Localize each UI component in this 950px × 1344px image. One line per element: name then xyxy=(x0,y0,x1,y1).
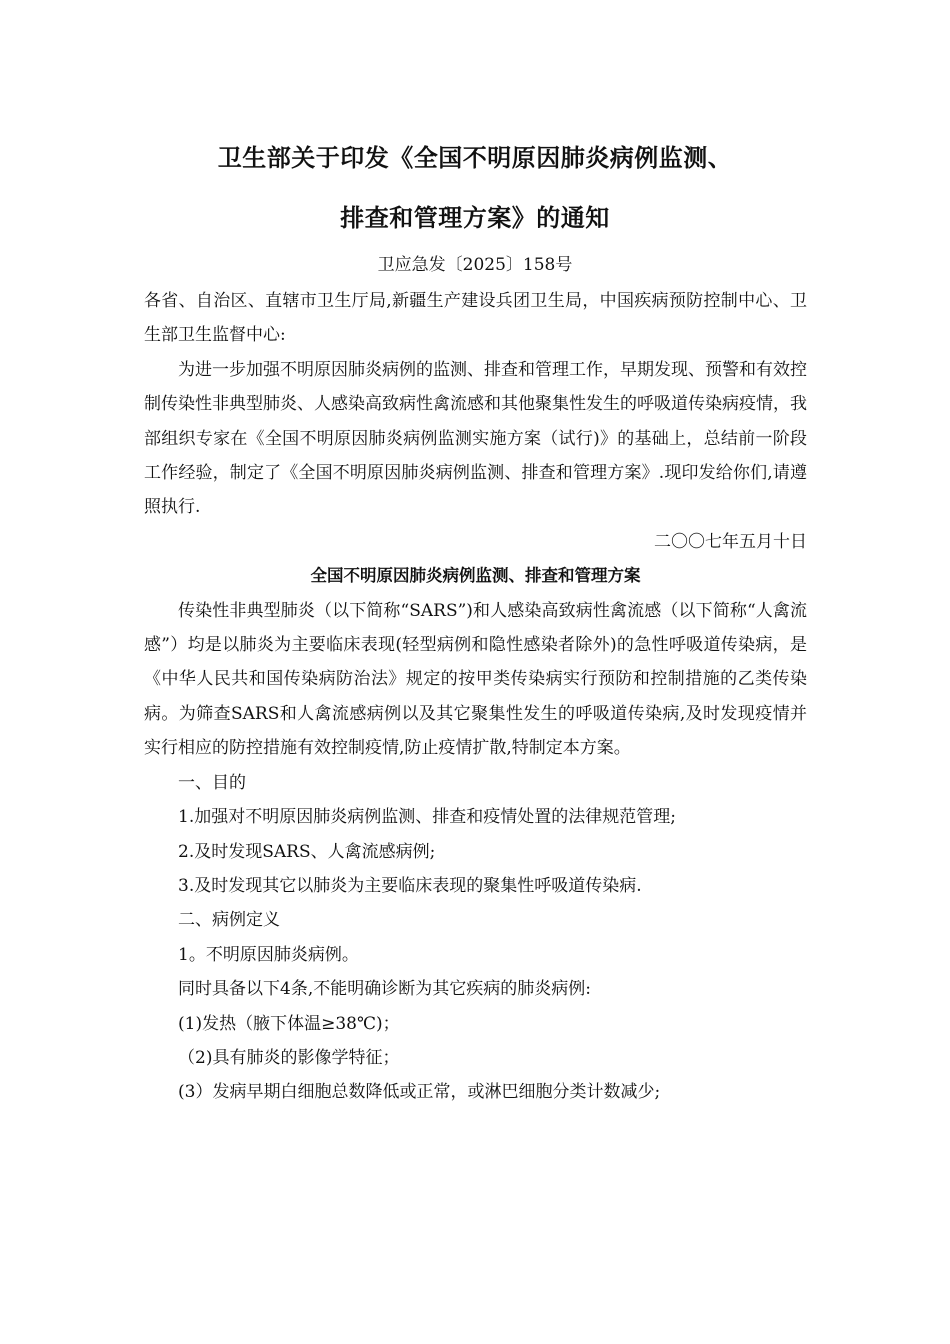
document-title-line-1: 卫生部关于印发《全国不明原因肺炎病例监测、 xyxy=(217,144,733,172)
section-heading-purpose: 一、目的 xyxy=(178,772,246,793)
notice-paragraph: 为进一步加强不明原因肺炎病例的监测、排查和管理工作，早期发现、预警和有效控制传染性非典型肺炎、人感染高致病性禽流感和其他聚集性发生的呼吸道传染病疫情，我部组织专家在《全国不明原因肺炎病例监测实施方案（试行)》的基础上，总结前一阶段工作经验，制定了《全国不明原因肺炎病例监测、排查和管理方案》.现印发给你们,请遵照执行. xyxy=(144,359,807,518)
issue-date: 二〇〇七年五月十日 xyxy=(654,531,807,552)
purpose-item: 1.加强对不明原因肺炎病例监测、排查和疫情处置的法律规范管理; xyxy=(178,807,676,828)
plan-title: 全国不明原因肺炎病例监测、排查和管理方案 xyxy=(310,566,641,586)
criterion-item: (1)发热（腋下体温≥38℃)； xyxy=(178,1013,400,1034)
case-definition-item: 1。不明原因肺炎病例。 xyxy=(178,944,359,965)
criteria-intro: 同时具备以下4条,不能明确诊断为其它疾病的肺炎病例: xyxy=(178,979,591,1000)
purpose-item: 3.及时发现其它以肺炎为主要临床表现的聚集性呼吸道传染病. xyxy=(178,875,642,896)
document-title-line-2: 排查和管理方案》的通知 xyxy=(340,204,610,232)
plan-intro-paragraph: 传染性非典型肺炎（以下简称“SARS”)和人感染高致病性禽流感（以下简称“人禽流感”）均是以肺炎为主要临床表现(轻型病例和隐性感染者除外)的急性呼吸道传染病，是《中华人民共和国传染病防治法》规定的按甲类传染病实行预防和控制措施的乙类传染病。为筛查SARS和人禽流感病例以及其它聚集性发生的呼吸道传染病,及时发现疫情并实行相应的防控措施有效控制疫情,防止疫情扩散,特制定本方案。 xyxy=(144,600,807,759)
section-heading-case-definition: 二、病例定义 xyxy=(178,910,280,931)
document-body xyxy=(144,284,807,1110)
purpose-item: 2.及时发现SARS、人禽流感病例; xyxy=(178,841,436,862)
criterion-item: （2)具有肺炎的影像学特征； xyxy=(178,1047,400,1068)
addressee: 各省、自治区、直辖市卫生厅局,新疆生产建设兵团卫生局，中国疾病预防控制中心、卫生部卫生监督中心: xyxy=(144,291,807,346)
document-number: 卫应急发〔2025〕158号 xyxy=(377,255,573,275)
criterion-item: (3）发病早期白细胞总数降低或正常，或淋巴细胞分类计数减少; xyxy=(178,1082,661,1103)
